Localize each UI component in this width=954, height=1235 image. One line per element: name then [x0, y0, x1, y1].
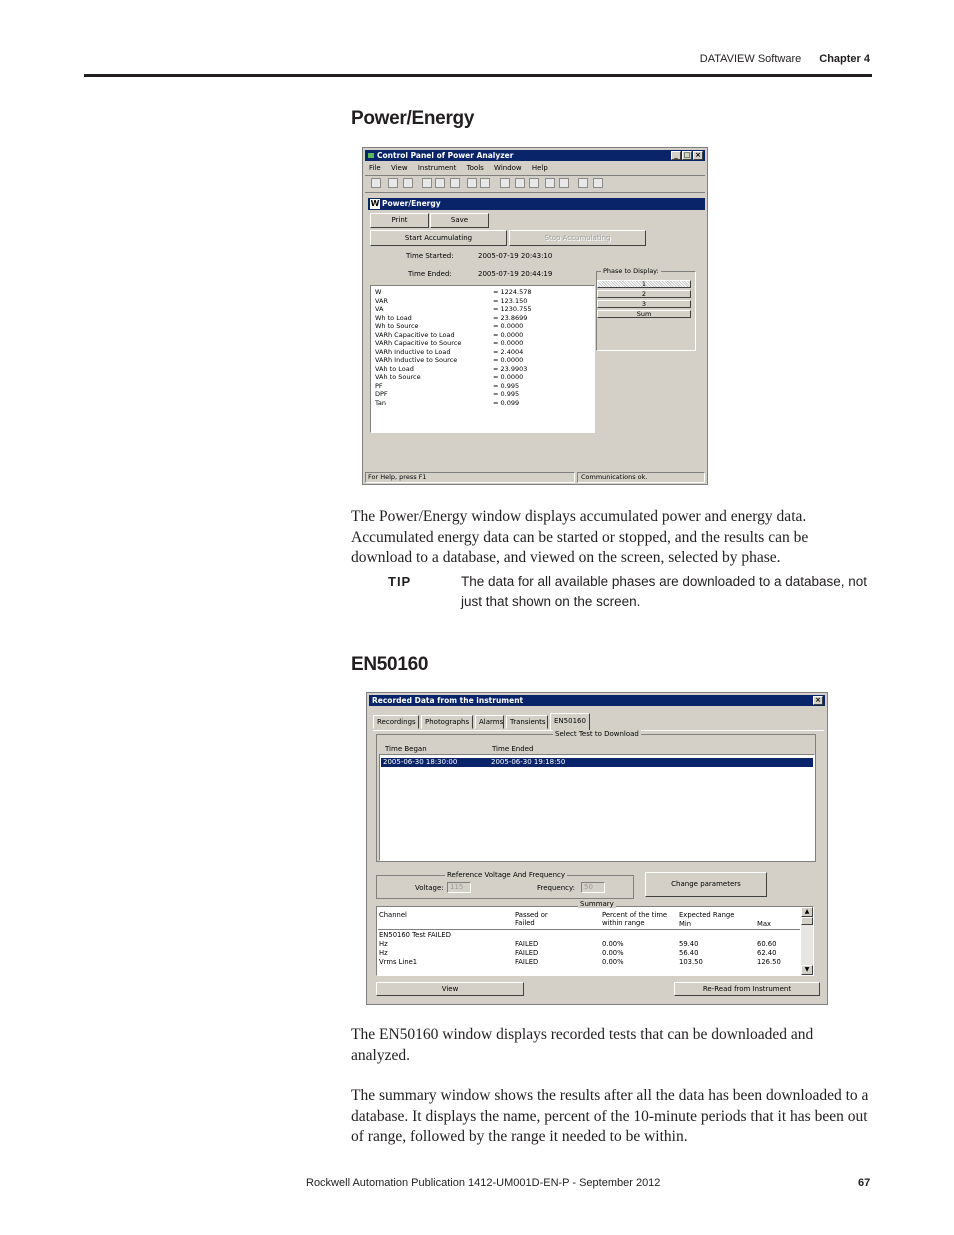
- view-button[interactable]: View: [376, 982, 524, 996]
- summary-table: [376, 906, 814, 976]
- summary-label: Summary: [580, 900, 614, 908]
- summary-col-channel: Channel: [379, 911, 407, 919]
- tab-photographs[interactable]: Photographs: [421, 715, 473, 729]
- page-number: 67: [858, 1177, 871, 1189]
- header-section: DATAVIEW Software: [699, 53, 802, 65]
- summary-cell-min: 56.40: [679, 949, 699, 957]
- value-row-label: Wh to Load: [375, 313, 412, 322]
- summary-cell-status: FAILED: [515, 940, 539, 948]
- window-title: Control Panel of Power Analyzer: [377, 151, 514, 160]
- value-row-label: PF: [375, 381, 383, 390]
- reference-group: [376, 871, 634, 899]
- toolbar-bottom-divider: [365, 192, 705, 193]
- phase-group: [596, 267, 696, 351]
- tab-recordings[interactable]: Recordings: [373, 715, 419, 729]
- print-icon[interactable]: [545, 178, 555, 188]
- w-icon: W: [370, 199, 380, 208]
- value-row-value: = 0.0000: [493, 356, 524, 364]
- recorded-data-window: [366, 692, 828, 1005]
- summary-scrollbar[interactable]: [801, 907, 813, 975]
- tab-strip: [373, 715, 825, 731]
- select-test-label: Select Test to Download: [555, 730, 639, 738]
- value-row-label: VARh Inductive to Load: [375, 347, 451, 356]
- en50160-heading: EN50160: [351, 654, 429, 675]
- child-title: Power/Energy: [382, 199, 441, 208]
- value-row-value: = 1230.755: [493, 305, 532, 313]
- record-icon[interactable]: [515, 178, 525, 188]
- value-row-value: = 123.150: [493, 296, 528, 305]
- child-titlebar: [368, 198, 705, 210]
- value-row-value: = 23.9903: [493, 364, 528, 373]
- summary-cell-channel: Vrms Line1: [379, 958, 418, 966]
- save-button[interactable]: Save: [430, 213, 489, 228]
- harmonics-icon[interactable]: [467, 178, 477, 188]
- summary-header-divider: [378, 929, 800, 930]
- summary-cell-channel: Hz: [379, 940, 388, 948]
- test-row-selected[interactable]: [381, 758, 813, 767]
- phase-2-button[interactable]: 2: [597, 290, 691, 298]
- tip-text: The data for all available phases are downloaded to a database, not just that shown on the screen.: [461, 574, 868, 609]
- value-row-label: DPF: [375, 390, 388, 398]
- recorded-window-title: Recorded Data from the instrument: [372, 696, 524, 705]
- connect-icon[interactable]: [371, 178, 381, 188]
- menu-view[interactable]: View: [390, 164, 408, 172]
- summary-group: [376, 900, 816, 976]
- maximize-button[interactable]: □: [683, 151, 691, 159]
- summary-cell-max: 62.40: [757, 949, 777, 957]
- phase-1-button[interactable]: 1: [597, 280, 691, 288]
- value-row-value: = 0.995: [493, 390, 520, 398]
- tab-en50160[interactable]: EN50160: [550, 713, 590, 731]
- summary-cell-percent: 0.00%: [602, 958, 624, 966]
- menu-file[interactable]: File: [369, 164, 381, 172]
- value-row-label: W: [375, 288, 382, 296]
- en50160-paragraph-1: The EN50160 window displays recorded tests that can be downloaded and analyzed.: [351, 1026, 814, 1064]
- value-row-value: = 2.4004: [493, 347, 524, 356]
- phase-3-button[interactable]: 3: [597, 300, 691, 308]
- value-row-label: Wh to Source: [375, 322, 419, 330]
- realtime-icon[interactable]: [422, 178, 432, 188]
- value-row-value: = 0.0000: [493, 339, 524, 347]
- value-row-label: VARh Inductive to Source: [375, 356, 458, 364]
- start-accumulating-button[interactable]: Start Accumulating: [370, 230, 507, 246]
- summary-cell-max: 60.60: [757, 940, 777, 948]
- summary-cell-min: 59.40: [679, 940, 699, 948]
- summary-cell-status: FAILED: [515, 958, 539, 966]
- row-began: 2005-06-30 18:30:00: [383, 758, 458, 766]
- close-button[interactable]: ×: [693, 151, 703, 160]
- frequency-label: Frequency:: [537, 884, 576, 892]
- voltage-label: Voltage:: [415, 884, 444, 892]
- recorded-data-titlebar: [369, 695, 825, 706]
- phase-sum-button[interactable]: Sum: [597, 310, 691, 318]
- chart-icon[interactable]: [435, 178, 445, 188]
- tip-label: TIP: [388, 574, 412, 589]
- config-icon[interactable]: [403, 178, 413, 188]
- summary-cell-max: 126.50: [757, 958, 781, 966]
- disconnect-icon[interactable]: [388, 178, 398, 188]
- reference-label: Reference Voltage And Frequency: [447, 871, 566, 879]
- power-energy-paragraph: The Power/Energy window displays accumulated power and energy data. Accumulated energy data can be started or stopped, and the results can be download to a database, and viewed on the screen, selected by phase.: [351, 508, 809, 566]
- header-chapter: Chapter 4: [819, 53, 870, 65]
- menu-window[interactable]: Window: [494, 164, 522, 172]
- minimize-button[interactable]: _: [671, 151, 681, 160]
- time-ended-label: Time Ended:: [408, 270, 452, 278]
- value-row-label: VA: [375, 305, 384, 313]
- running-header: [700, 53, 870, 65]
- value-row-value: = 0.099: [493, 398, 520, 407]
- status-help: For Help, press F1: [365, 472, 575, 483]
- stop-accumulating-button[interactable]: Stop Accumulating: [509, 230, 646, 246]
- summary-cell-min: 103.50: [679, 958, 703, 966]
- time-ended-value: 2005-07-19 20:44:19: [478, 270, 553, 278]
- value-row-label: VARh Capacitive to Source: [375, 339, 462, 347]
- table-icon[interactable]: [450, 178, 460, 188]
- value-row-label: Tan: [375, 398, 386, 407]
- value-row-value: = 0.0000: [493, 330, 524, 339]
- download-icon[interactable]: [500, 178, 510, 188]
- value-row-label: VAR: [375, 296, 388, 305]
- test-list: [379, 754, 815, 861]
- summary-cell-percent: 0.00%: [602, 949, 624, 957]
- time-started-value: 2005-07-19 20:43:10: [478, 252, 553, 260]
- context-help-icon[interactable]: [593, 178, 603, 188]
- toolbar-divider: [365, 175, 705, 176]
- values-list: [370, 285, 595, 433]
- col-time-ended: Time Ended: [492, 745, 534, 753]
- summary-title-row: EN50160 Test FAILED: [379, 931, 451, 939]
- power-analyzer-window: [362, 147, 708, 485]
- tab-transients[interactable]: Transients: [506, 715, 548, 729]
- summary-cell-percent: 0.00%: [602, 940, 624, 948]
- power-energy-heading: Power/Energy: [351, 108, 475, 129]
- summary-col-min: Min: [679, 920, 692, 928]
- value-row-label: VARh Capacitive to Load: [375, 330, 455, 339]
- value-row-label: VAh to Load: [375, 364, 414, 373]
- app-icon: [368, 153, 374, 158]
- time-started-label: Time Started:: [406, 252, 454, 260]
- value-row-value: = 23.8699: [493, 313, 528, 322]
- value-row-value: = 1224.578: [493, 288, 532, 296]
- reread-button[interactable]: Re-Read from Instrument: [674, 982, 820, 996]
- preview-icon[interactable]: [559, 178, 569, 188]
- value-row-value: = 0.995: [493, 381, 520, 390]
- about-icon[interactable]: [578, 178, 588, 188]
- power-energy-child-window: [368, 198, 705, 473]
- status-communications: Communications ok.: [577, 472, 705, 483]
- tab-alarms[interactable]: Alarms: [475, 715, 504, 729]
- scroll-thumb[interactable]: [801, 917, 813, 925]
- menu-help[interactable]: Help: [531, 164, 548, 172]
- phase-label: Phase to Display:: [603, 267, 659, 275]
- header-rule: [84, 74, 872, 77]
- voltage-field[interactable]: 115: [447, 882, 471, 893]
- menu-tools[interactable]: Tools: [466, 164, 484, 172]
- menu-bar: [369, 164, 556, 172]
- summary-cell-status: FAILED: [515, 949, 539, 957]
- en50160-paragraph-2: The summary window shows the results after all the data has been downloaded to a database. It displays the name, percent of the 10-minute periods that it has been out of range, followed by the range it needed to be within.: [351, 1087, 869, 1145]
- value-row-label: VAh to Source: [375, 373, 421, 381]
- summary-col-percent: Percent of the time within range: [602, 911, 668, 927]
- power-icon[interactable]: [480, 178, 490, 188]
- scroll-up-icon[interactable]: ▲: [801, 907, 813, 917]
- change-parameters-button[interactable]: Change parameters: [645, 872, 767, 897]
- scroll-down-icon[interactable]: ▼: [801, 965, 813, 975]
- row-ended: 2005-06-30 19:18:50: [491, 758, 566, 766]
- save-icon[interactable]: [529, 178, 539, 188]
- footer-publication: Rockwell Automation Publication 1412-UM001D-EN-P - September 2012: [306, 1177, 661, 1189]
- value-row-value: = 0.0000: [493, 322, 524, 330]
- col-time-began: Time Began: [385, 745, 427, 753]
- summary-col-passed: Passed or Failed: [515, 911, 548, 927]
- menu-instrument[interactable]: Instrument: [417, 164, 457, 172]
- power-analyzer-titlebar: [365, 150, 705, 161]
- recorded-close-button[interactable]: ×: [813, 696, 823, 705]
- select-test-group: [376, 730, 816, 862]
- summary-col-max: Max: [757, 920, 772, 928]
- summary-cell-channel: Hz: [379, 949, 388, 957]
- frequency-field[interactable]: 50: [581, 882, 605, 893]
- summary-col-expected: Expected Range: [679, 911, 735, 919]
- print-button[interactable]: Print: [370, 213, 429, 228]
- value-row-value: = 0.0000: [493, 373, 524, 381]
